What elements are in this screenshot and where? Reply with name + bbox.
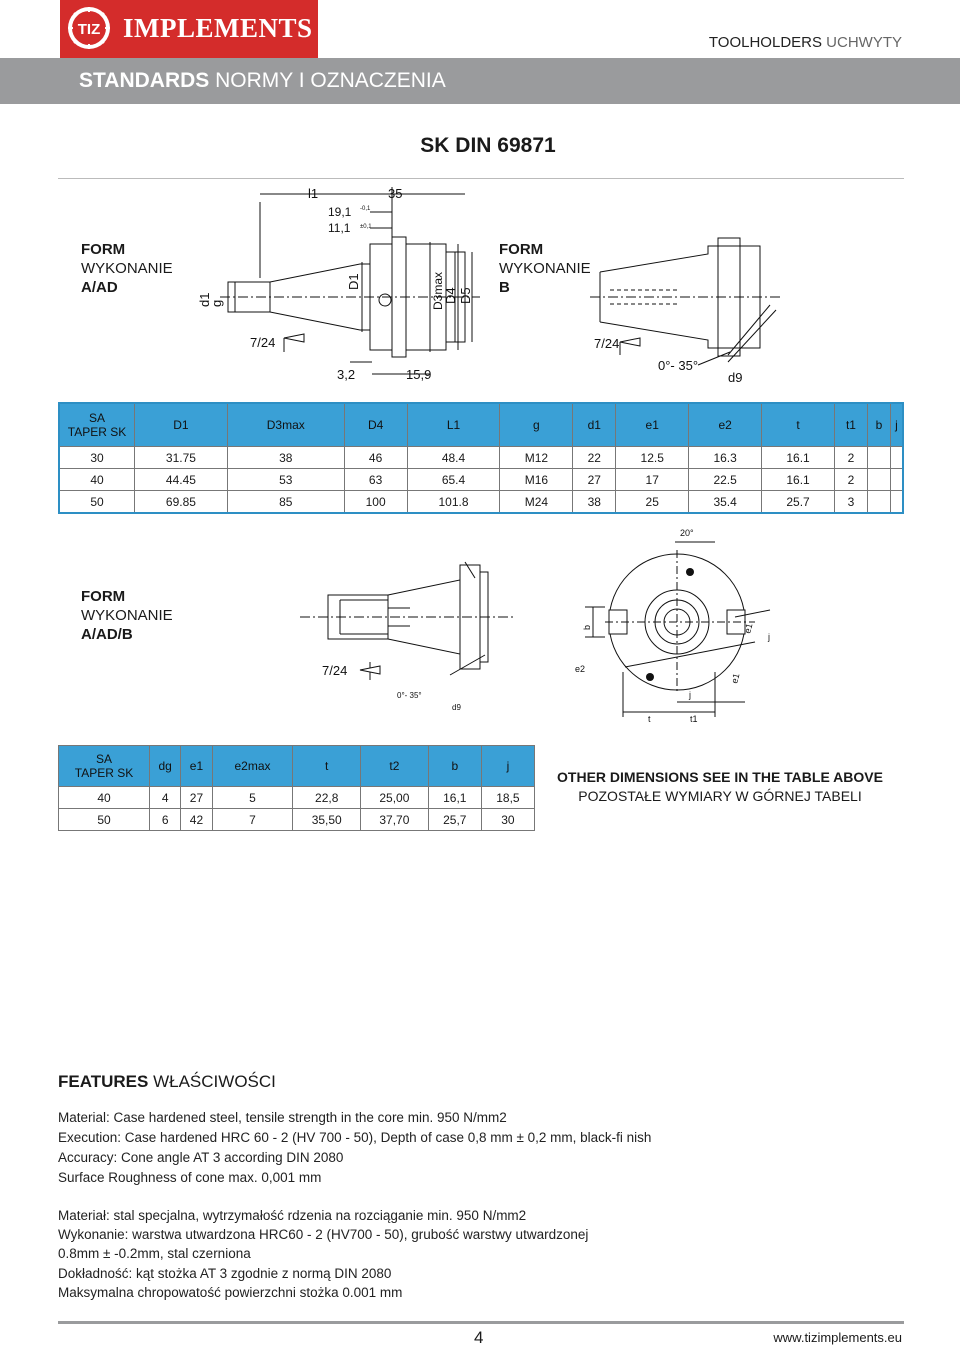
table-cell: 35,50 (293, 809, 361, 831)
table-header-cell: t (762, 403, 835, 447)
website-link[interactable]: www.tizimplements.eu (773, 1330, 902, 1345)
form-ad-line3: A/AD (81, 279, 118, 296)
dim-11-1: 11,1 (328, 221, 351, 235)
table-cell (867, 447, 890, 469)
table-cell: 27 (181, 787, 212, 809)
form-ad-line1: FORM (81, 241, 126, 258)
features-heading-bold: FEATURES (58, 1072, 149, 1091)
label-b-front: b (582, 624, 592, 630)
table-header-cell: dg (150, 746, 181, 787)
table-cell: 5 (212, 787, 293, 809)
table-header-cell: b (428, 746, 481, 787)
table-cell: 16,1 (428, 787, 481, 809)
table-cell: 4 (150, 787, 181, 809)
form-ad-line2: WYKONANIE (81, 260, 173, 277)
features-heading-light: WŁAŚCIWOŚCI (153, 1072, 276, 1091)
form-label-ad (81, 240, 173, 297)
feature-pl-5: Maksymalna chropowatość powierzchni stożka 0.001 mm (58, 1285, 403, 1300)
table-cell: 25.7 (762, 491, 835, 514)
table-header-cell: t2 (361, 746, 429, 787)
table-header-cell: e2 (689, 403, 762, 447)
table-cell: 48.4 (407, 447, 500, 469)
feature-pl-4: Dokładność: kąt stożka AT 3 zgodnie z normą DIN 2080 (58, 1266, 392, 1281)
feature-en-2: Execution: Case hardened HRC 60 - 2 (HV 700 - 50), Depth of case 0,8 mm ± 0,2 mm, black-fi nish (58, 1130, 652, 1145)
table-cell: 53 (227, 469, 344, 491)
label-j-right: j (768, 632, 770, 642)
dim-g: g (209, 299, 224, 307)
title-divider (58, 178, 904, 179)
drawing-form-adb-side (300, 550, 520, 715)
table-cell: 17 (616, 469, 689, 491)
taper-label-side: 7/24 (322, 663, 348, 678)
form-adb-line2: WYKONANIE (81, 607, 173, 624)
table-cell: 35.4 (689, 491, 762, 514)
features-heading (58, 1072, 276, 1092)
form-label-adb (81, 587, 173, 644)
table-header-cell: g (500, 403, 573, 447)
table-cell: 2 (835, 469, 868, 491)
tol-11-1: ±0,1 (360, 224, 372, 230)
table-cell: 6 (150, 809, 181, 831)
table-cell: 25,00 (361, 787, 429, 809)
dim-D1: D1 (346, 273, 361, 290)
dim-15-9: 15,9 (406, 367, 432, 382)
table-header-cell: L1 (407, 403, 500, 447)
tol-19-1: -0,1 (360, 206, 371, 212)
table-cell: 50 (59, 809, 150, 831)
d9-label-b: d9 (728, 370, 743, 385)
other-dimensions-note (550, 768, 890, 806)
table-cell: 38 (227, 447, 344, 469)
table-cell: 31.75 (135, 447, 228, 469)
feature-pl-3: 0.8mm ± -0.2mm, stal czerniona (58, 1246, 251, 1261)
form-b-line1: FORM (499, 241, 544, 258)
label-e1-bottom: e1 (729, 672, 742, 685)
table-cell: 22 (573, 447, 616, 469)
table-cell: 16.3 (689, 447, 762, 469)
table-cell: 22.5 (689, 469, 762, 491)
table-cell (890, 447, 903, 469)
table-cell: 69.85 (135, 491, 228, 514)
table-cell: 37,70 (361, 809, 429, 831)
band-title-bold: STANDARDS (79, 69, 210, 92)
dim-35: 35 (388, 186, 403, 201)
angle-20: 20° (680, 528, 694, 538)
dim-19-1: 19,1 (328, 205, 352, 219)
table-cell: 18,5 (481, 787, 534, 809)
table-cell (867, 491, 890, 514)
table-header-cell: SA TAPER SK (59, 746, 150, 787)
table-cell: 42 (181, 809, 212, 831)
table-cell: 63 (344, 469, 407, 491)
label-t: t (648, 714, 651, 724)
table-row (59, 469, 903, 491)
form-adb-line1: FORM (81, 588, 126, 605)
table-cell: 65.4 (407, 469, 500, 491)
feature-en-1: Material: Case hardened steel, tensile strength in the core min. 950 N/mm2 (58, 1110, 507, 1125)
table-cell: 30 (59, 447, 135, 469)
dim-D4: D4 (443, 287, 458, 304)
taper-label: 7/24 (250, 335, 276, 350)
table-cell: 2 (835, 447, 868, 469)
table-header-cell: D3max (227, 403, 344, 447)
table-cell: 25 (616, 491, 689, 514)
dim-D5: D5 (458, 287, 473, 304)
taper-label-b: 7/24 (594, 336, 620, 351)
feature-pl-1: Materiał: stal specjalna, wytrzymałość rdzenia na rozciąganie min. 950 N/mm2 (58, 1208, 527, 1223)
table-header-cell: e2max (212, 746, 293, 787)
table-header-cell: t1 (835, 403, 868, 447)
drawing-form-b (590, 230, 790, 390)
angle-label-b: 0°- 35° (658, 358, 699, 373)
d9-label-side: d9 (452, 703, 461, 712)
dimensions-table-2 (58, 745, 535, 831)
table-row (59, 447, 903, 469)
footer-divider (58, 1321, 904, 1324)
table-cell: M16 (500, 469, 573, 491)
angle-label-side: 0°- 35° (397, 691, 422, 700)
table-header-cell: d1 (573, 403, 616, 447)
other-dimensions-pl: POZOSTAŁE WYMIARY W GÓRNEJ TABELI (578, 788, 862, 804)
table-cell (890, 491, 903, 514)
table-cell: 16.1 (762, 447, 835, 469)
table-cell: 12.5 (616, 447, 689, 469)
form-b-line3: B (499, 279, 510, 296)
drawing-front-view (565, 522, 790, 727)
table-cell: 46 (344, 447, 407, 469)
dim-3-2: 3,2 (337, 367, 356, 382)
table-header-cell: e1 (181, 746, 212, 787)
section-label (709, 34, 902, 51)
table-cell: 40 (59, 469, 135, 491)
table-header-cell: j (890, 403, 903, 447)
band-title-light: NORMY I OZNACZENIA (215, 69, 446, 92)
table-cell (867, 469, 890, 491)
table-cell: 101.8 (407, 491, 500, 514)
other-dimensions-en: OTHER DIMENSIONS SEE IN THE TABLE ABOVE (557, 769, 883, 785)
table-cell: 22,8 (293, 787, 361, 809)
table-cell: 16.1 (762, 469, 835, 491)
feature-en-4: Surface Roughness of cone max. 0,001 mm (58, 1170, 322, 1185)
form-b-line2: WYKONANIE (499, 260, 591, 277)
section-label-bold: TOOLHOLDERS (708, 34, 822, 51)
table-header-cell: b (867, 403, 890, 447)
table-cell: 38 (573, 491, 616, 514)
table-row (59, 809, 535, 831)
page-number: 4 (474, 1328, 484, 1347)
table-cell: 40 (59, 787, 150, 809)
feature-en-3: Accuracy: Cone angle AT 3 according DIN 2080 (58, 1150, 344, 1165)
drawing-form-ad (190, 182, 490, 387)
dimensions-table (58, 402, 904, 514)
table-cell: M24 (500, 491, 573, 514)
form-adb-line3: A/AD/B (81, 626, 133, 643)
table-cell: 7 (212, 809, 293, 831)
table-header-cell: D1 (135, 403, 228, 447)
form-label-b (499, 240, 591, 297)
section-label-light: UCHWYTY (826, 34, 902, 51)
table-header-cell: D4 (344, 403, 407, 447)
table-row (59, 491, 903, 514)
dim-d1: d1 (197, 292, 212, 307)
table-cell: 30 (481, 809, 534, 831)
table-cell: 25,7 (428, 809, 481, 831)
label-t1: t1 (690, 714, 698, 724)
section-band (0, 58, 960, 104)
dim-D3max: D3max (431, 271, 445, 310)
tiz-logo-icon (66, 5, 112, 51)
table-row (59, 787, 535, 809)
table-cell (890, 469, 903, 491)
feature-pl-2: Wykonanie: warstwa utwardzona HRC60 - 2 (HV700 - 50), grubość warstwy utwardzonej (58, 1227, 589, 1242)
label-e2: e2 (575, 664, 586, 674)
page-title: SK DIN 69871 (420, 134, 556, 157)
table-header-cell: SA TAPER SK (59, 403, 135, 447)
table-cell: 44.45 (135, 469, 228, 491)
brand-name: IMPLEMENTS (123, 13, 313, 43)
table-header-cell: j (481, 746, 534, 787)
table-cell: 27 (573, 469, 616, 491)
table-header-cell: e1 (616, 403, 689, 447)
table-cell: 85 (227, 491, 344, 514)
table-cell: M12 (500, 447, 573, 469)
logo-badge-text: TIZ (77, 21, 101, 38)
table-cell: 3 (835, 491, 868, 514)
label-j-bottom: j (689, 690, 691, 700)
dim-l1: l1 (308, 186, 319, 201)
label-e1-top: e1 (742, 622, 755, 635)
table-cell: 50 (59, 491, 135, 514)
table-cell: 100 (344, 491, 407, 514)
table-header-cell: t (293, 746, 361, 787)
